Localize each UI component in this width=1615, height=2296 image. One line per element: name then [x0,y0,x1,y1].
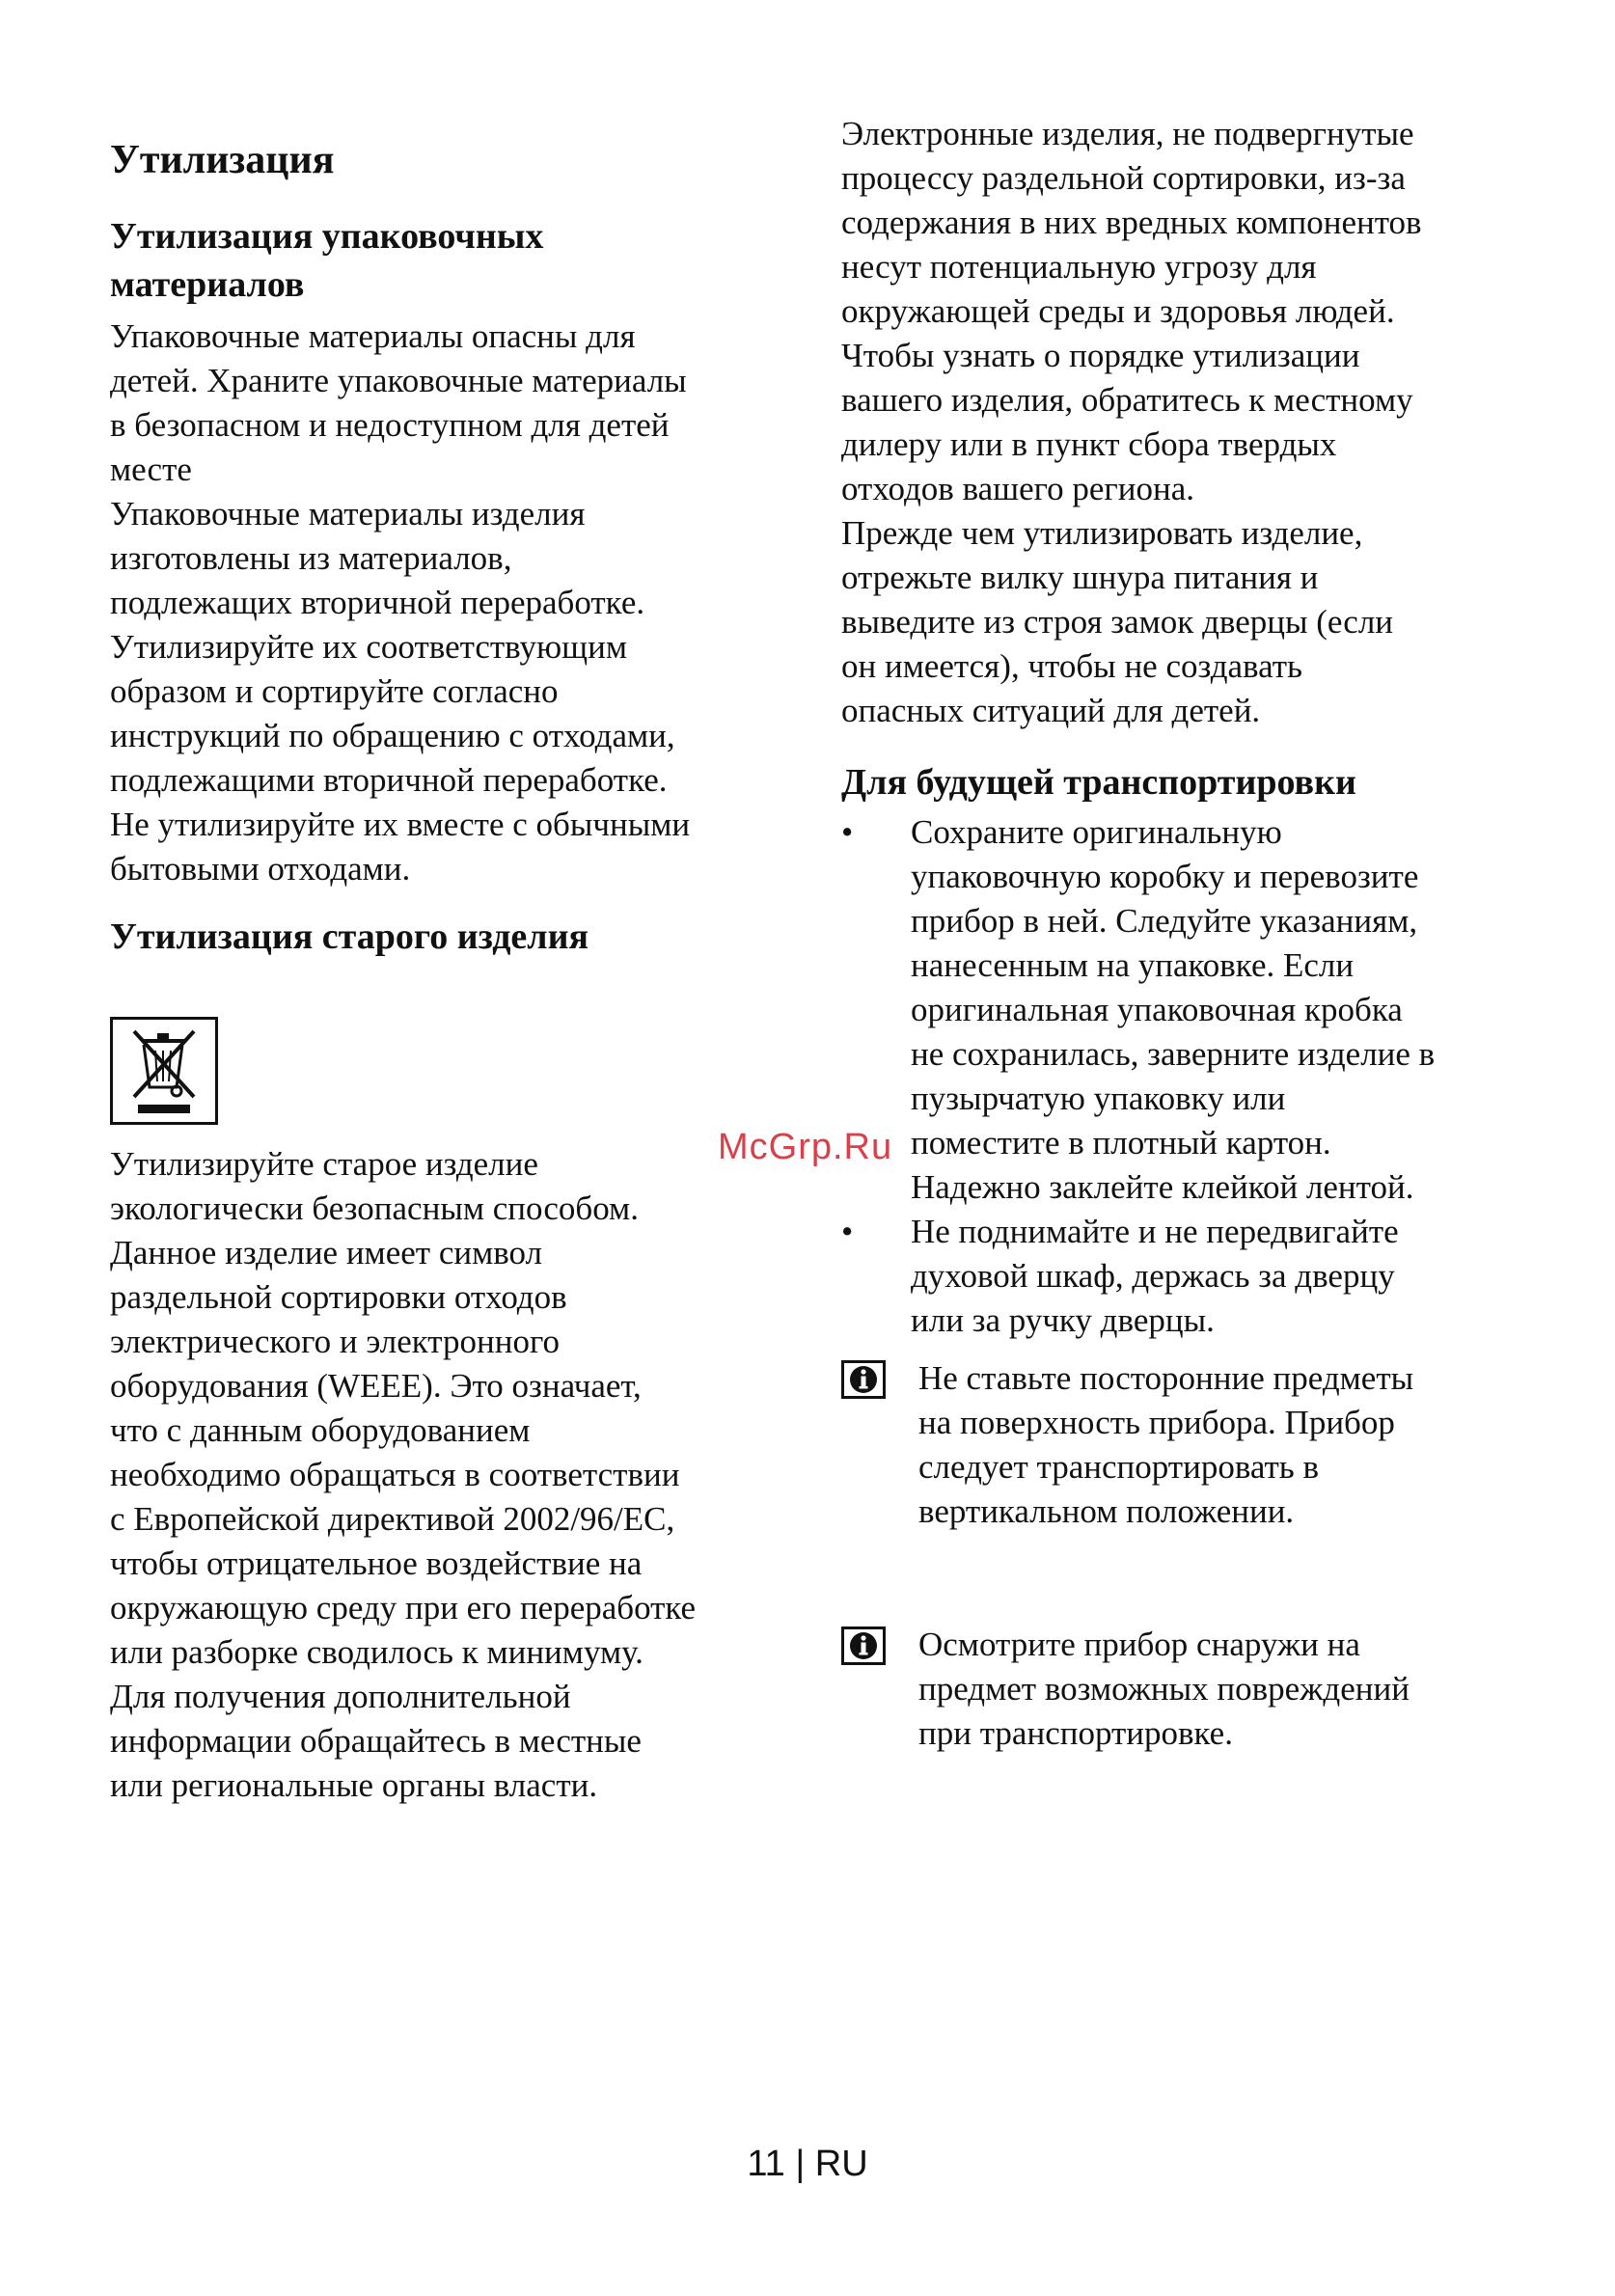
text-line: Электронные изделия, не подвергнутые [841,115,1414,152]
info-note [841,1623,1536,1756]
text-line: окружающую среду при его переработке [110,1589,697,1626]
watermark: McGrp.Ru [718,1127,893,1167]
text-line: необходимо обращаться в соответствии [110,1456,680,1493]
list-item [841,1210,1536,1343]
text-line: детей. Храните упаковочные материалы [110,362,687,399]
packaging-heading-line: Утилизация упаковочных [110,216,544,257]
text-line: или за ручку дверцы. [911,1301,1215,1339]
text-line: или разборке сводилось к минимуму. [110,1633,643,1671]
text-line: прибор в ней. Следуйте указаниям, [911,902,1418,940]
text-line: Утилизируйте их соответствующим [110,628,627,666]
crossed-out-wheelie-bin-icon [110,1017,218,1125]
text-line: Не утилизируйте их вместе с обычными [110,806,691,843]
text-line: содержания в них вредных компонентов [841,204,1422,241]
footer-separator: | [795,2144,806,2184]
text-line: вертикальном положении. [918,1492,1295,1530]
text-line: нанесенным на упаковке. Если [911,946,1355,984]
text-line: инструкций по обращению с отходами, [110,717,675,754]
text-line: он имеется), чтобы не создавать [841,647,1302,685]
text-line: Для получения дополнительной [110,1678,571,1715]
section-title: Утилизация [110,138,335,182]
text-line: оборудования (WEEE). Это означает, [110,1367,642,1405]
text-line: несут потенциальную угрозу для [841,248,1317,286]
old-product-paragraph [110,1142,805,1808]
disposal-intro-paragraph [841,112,1536,733]
text-line: выведите из строя замок дверцы (если [841,603,1394,641]
text-line: при транспортировке. [918,1714,1233,1752]
text-line: Надежно заклейте клейкой лентой. [911,1168,1414,1206]
info-icon [841,1360,886,1399]
text-line: раздельной сортировки отходов [110,1278,567,1316]
text-line: не сохранилась, заверните изделие в [911,1035,1436,1073]
text-line: Не поднимайте и не передвигайте [911,1213,1399,1250]
text-line: духовой шкаф, держась за дверцу [911,1257,1395,1295]
info-icon [841,1626,886,1665]
text-line: Упаковочные материалы опасны для [110,317,636,355]
text-line: Прежде чем утилизировать изделие, [841,514,1363,552]
text-line: что с данным оборудованием [110,1411,531,1449]
text-line: вашего изделия, обратитесь к местному [841,381,1413,419]
list-item [841,810,1536,1210]
text-line: предмет возможных повреждений [918,1670,1410,1708]
text-line: чтобы отрицательное воздействие на [110,1544,643,1582]
old-product-heading: Утилизация старого изделия [110,916,589,957]
text-line: опасных ситуаций для детей. [841,692,1261,729]
text-line: Данное изделие имеет символ [110,1234,543,1271]
text-line: Осмотрите прибор снаружи на [918,1626,1360,1663]
bullet-icon: • [841,1213,854,1250]
text-line: поместите в плотный картон. [911,1124,1331,1162]
text-line: процессу раздельной сортировки, из-за [841,159,1406,197]
text-line: Сохраните оригинальную [911,813,1282,851]
text-line: бытовыми отходами. [110,850,411,888]
text-line: на поверхность прибора. Прибор [918,1404,1395,1441]
text-line: образом и сортируйте согласно [110,672,559,710]
packaging-heading [110,212,805,309]
text-line: изготовлены из материалов, [110,539,512,577]
packaging-heading-line: материалов [110,264,305,305]
transport-heading: Для будущей транспортировки [841,762,1356,803]
info-note [841,1356,1536,1534]
text-line: Не ставьте посторонние предметы [918,1359,1414,1397]
text-line: с Европейской директивой 2002/96/EC, [110,1500,675,1538]
text-line: пузырчатую упаковку или [911,1080,1286,1117]
text-line: следует транспортировать в [918,1448,1320,1486]
text-line: экологически безопасным способом. [110,1189,639,1227]
page-number: 11 [747,2144,785,2184]
text-line: дилеру или в пункт сбора твердых [841,425,1337,463]
text-line: месте [110,451,192,488]
text-line: Чтобы узнать о порядке утилизации [841,337,1360,374]
text-line: отходов вашего региона. [841,470,1195,507]
text-line: Утилизируйте старое изделие [110,1145,538,1183]
text-line: подлежащими вторичной переработке. [110,761,668,799]
text-line: в безопасном и недоступном для детей [110,406,670,444]
transport-bullet-list [841,810,1536,1343]
packaging-paragraph [110,314,805,891]
text-line: окружающей среды и здоровья людей. [841,292,1395,330]
text-line: оригинальная упаковочная кробка [911,991,1403,1028]
text-line: или региональные органы власти. [110,1766,598,1804]
language-code: RU [814,2144,868,2184]
bullet-icon: • [841,813,854,851]
text-line: Упаковочные материалы изделия [110,495,586,533]
text-line: электрического и электронного [110,1323,560,1360]
text-line: подлежащих вторичной переработке. [110,584,645,621]
text-line: информации обращайтесь в местные [110,1722,642,1760]
text-line: отрежьте вилку шнура питания и [841,559,1319,596]
text-line: упаковочную коробку и перевозите [911,858,1419,895]
page-footer [0,2144,1615,2185]
